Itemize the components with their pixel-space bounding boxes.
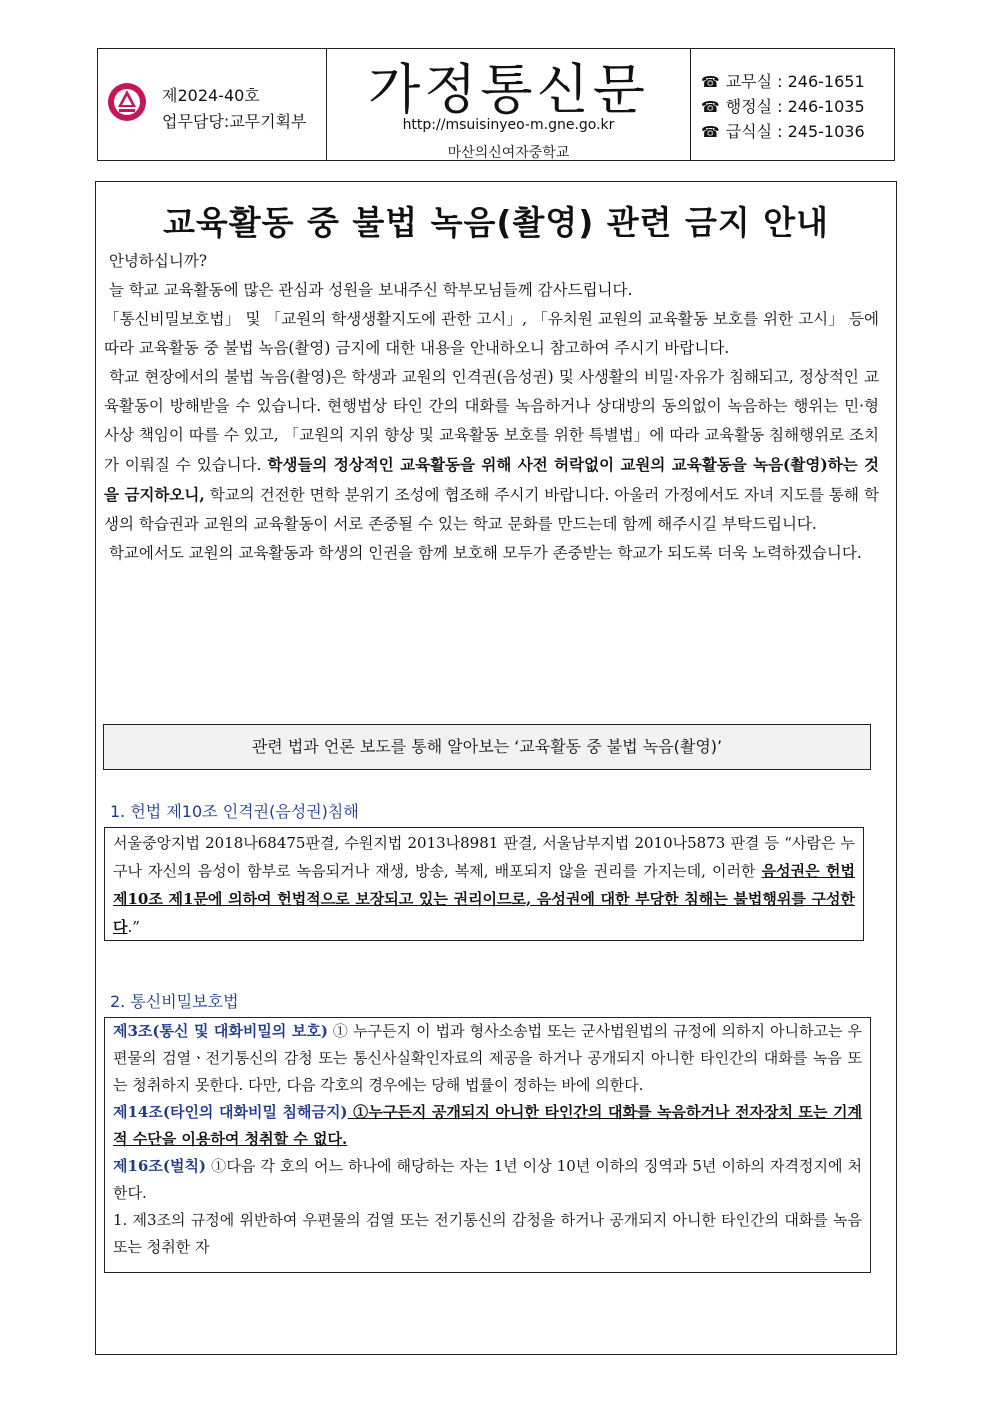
notice-body bbox=[104, 247, 879, 568]
section-1-heading: 1. 헌법 제10조 인격권(음성권)침해 bbox=[110, 802, 359, 821]
newsletter-header bbox=[97, 48, 895, 161]
article-3: 제3조(통신 및 대화비밀의 보호) ① 누구든지 이 법과 형사소송법 또는 군사법원법의 규정에 의하지 아니하고는 우편물의 검열ㆍ전기통신의 감청 또는 통신사실확인자료의 제공을 하거나 공개되지 아니한 타인간의 대화를 녹음 또는 청취하지 못한다. 다만, 다음 각호의 경우에는 당해 법률이 정하는 바에 의한다. bbox=[113, 1022, 862, 1094]
notice-title: 교육활동 중 불법 녹음(촬영) 관련 금지 안내 bbox=[162, 203, 830, 242]
paragraph-4: 학교에서도 교원의 교육활동과 학생의 인권을 함께 보호해 모두가 존중받는 학교가 되도록 더욱 노력하겠습니다. bbox=[108, 544, 862, 562]
phone-icon: ☎ bbox=[701, 123, 720, 141]
article-16-item-1: 1. 제3조의 규정에 위반하여 우편물의 검열 또는 전기통신의 감청을 하거나 공개되지 아니한 타인간의 대화를 녹음 또는 청취한 자 bbox=[113, 1211, 862, 1256]
school-name: 마산의신여자중학교 bbox=[447, 145, 570, 161]
school-url[interactable]: http://msuisinyeo-m.gne.go.kr bbox=[402, 117, 615, 133]
section-1-emphasis: 음성권은 헌법 제10조 제1문에 의하여 헌법적으로 보장되고 있는 권리이므로, 음성권에 대한 부당한 침해는 불법행위를 구성한다 bbox=[113, 862, 855, 936]
paragraph-1: 늘 학교 교육활동에 많은 관심과 성원을 보내주신 학부모님들께 감사드립니다. bbox=[108, 281, 633, 299]
phone-admin: ☎ 행정실 : 246-1035 bbox=[701, 97, 865, 116]
related-law-banner: 관련 법과 언론 보도를 통해 알아보는 ‘교육활동 중 불법 녹음(촬영)’ bbox=[103, 724, 871, 770]
department: 업무담당:교무기획부 bbox=[162, 112, 307, 131]
section-1-box: 서울중앙지법 2018나68475판결, 수원지법 2013나8981 판결, 서울남부지법 2010나5873 판결 등 “사람은 누구나 자신의 음성이 함부로 녹음되거나 재생, 방송, 복제, 배포되지 않을 권리를 가지는데, 이러한 음성권은 헌법 제10조 제1문에 의하여 헌법적으로 보장되고 있는 권리이므로, 음성권에 대한 부당한 침해는 불법행위를 구성한다.” bbox=[104, 827, 864, 941]
header-contact-cell bbox=[691, 49, 894, 160]
paragraph-3: 학교 현장에서의 불법 녹음(촬영)은 학생과 교원의 인격권(음성권) 및 사생활의 비밀·자유가 침해되고, 정상적인 교육활동이 방해받을 수 있습니다. 현행법상 타인 간의 대화를 녹음하거나 상대방의 동의없이 녹음하는 행위는 민·형사상 책임이 따를 수 있고, 「교원의 지위 향상 및 교육활동 보호를 위한 특별법」에 따라 교육활동 침해행위로 조치가 이뤄질 수 있습니다. 학생들의 정상적인 교육활동을 위해 사전 허락없이 교원의 교육활동을 녹음(촬영)하는 것을 금지하오니, 학교의 건전한 면학 분위기 조성에 협조해 주시기 바랍니다. 아울러 가정에서도 자녀 지도를 통해 학생의 학습권과 교원의 교육활동이 서로 존중될 수 있는 학교 문화를 만드는데 함께 해주시길 부탁드립니다. bbox=[104, 368, 879, 533]
phone-cafeteria: ☎ 급식실 : 245-1036 bbox=[701, 122, 865, 141]
paragraph-3-emphasis: 학생들의 정상적인 교육활동을 위해 사전 허락없이 교원의 교육활동을 녹음(촬영)하는 것을 금지하오니, bbox=[104, 455, 879, 504]
header-left-cell bbox=[98, 49, 327, 160]
phone-icon: ☎ bbox=[701, 73, 720, 91]
section-2-box bbox=[104, 1017, 871, 1273]
article-16: 제16조(벌칙) ①다음 각 호의 어느 하나에 해당하는 자는 1년 이상 10년 이하의 징역과 5년 이하의 자격정지에 처한다. bbox=[113, 1157, 862, 1202]
issue-number: 제2024-40호 bbox=[162, 86, 260, 105]
header-title-cell bbox=[327, 49, 691, 160]
newsletter-title: 가정통신문 bbox=[368, 58, 649, 121]
phone-icon: ☎ bbox=[701, 98, 720, 116]
paragraph-2: 「통신비밀보호법」 및 「교원의 학생생활지도에 관한 고시」, 「유치원 교원의 교육활동 보호를 위한 고시」 등에 따라 교육활동 중 불법 녹음(촬영) 금지에 대한 내용을 안내하오니 참고하여 주시기 바랍니다. bbox=[104, 310, 879, 357]
section-2-heading: 2. 통신비밀보호법 bbox=[110, 992, 239, 1011]
article-14: 제14조(타인의 대화비밀 침해금지) ①누구든지 공개되지 아니한 타인간의 대화를 녹음하거나 전자장치 또는 기계적 수단을 이용하여 청취할 수 없다. bbox=[113, 1103, 862, 1148]
school-logo-icon bbox=[107, 82, 147, 122]
greeting: 안녕하십니까? bbox=[108, 252, 208, 270]
phone-office: ☎ 교무실 : 246-1651 bbox=[701, 72, 865, 91]
